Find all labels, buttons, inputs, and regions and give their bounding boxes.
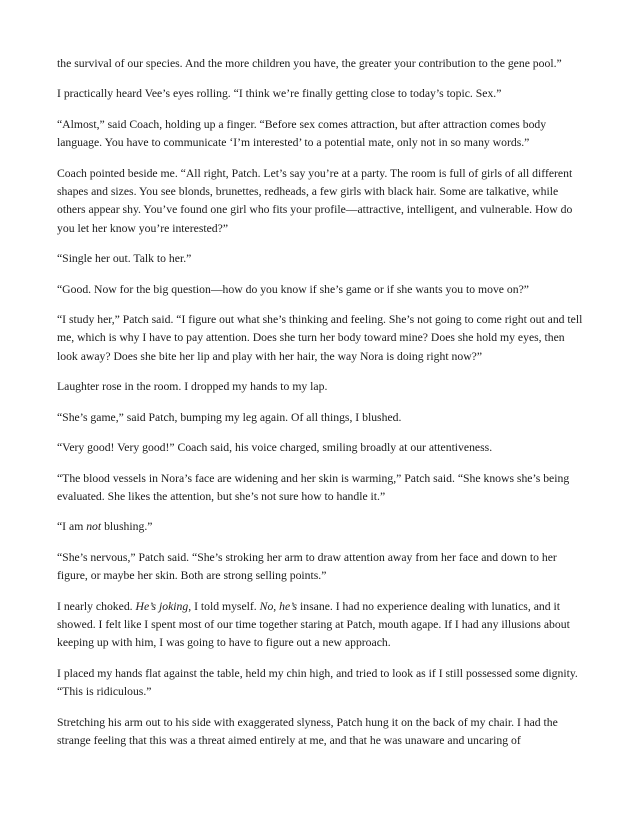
text-run: “The blood vessels in Nora’s face are widening and her skin is warming,” Patch said. “She knows she’s being evaluated. She likes the attention, but she’s not sure how to handle it.”: [57, 471, 570, 503]
text-run: “I study her,” Patch said. “I figure out what she’s thinking and feeling. She’s not going to come right out and tell me, which is why I have to pay attention. Does she turn her body toward mine? Does she hold my eyes, then look away? Does she bite her lip and play with her hair, the way Nora is doing right now?”: [57, 313, 583, 363]
paragraph: [57, 409, 587, 427]
text-run: I practically heard Vee’s eyes rolling. “I think we’re finally getting close to today’s topic. Sex.”: [57, 87, 502, 101]
text-run: “She’s nervous,” Patch said. “She’s stroking her arm to draw attention away from her face and down to her figure, or maybe her skin. Both are strong selling points.”: [57, 550, 557, 583]
text-run: insane. I had no experience dealing with lunatics, and it showed. I felt like I spent most of our time together staring at Patch, mouth agape. If I had any illusions about keeping up with him, I was going to have to figure out a new approach.: [57, 599, 570, 650]
italic-text-run: He’s joking: [135, 599, 189, 613]
paragraph: [57, 281, 587, 299]
text-run: “Almost,” said Coach, holding up a finger. “Before sex comes attraction, but after attraction comes body language. You have to communicate ‘I’m interested’ to a potential mate, only not in so many words.”: [57, 117, 547, 150]
italic-text-run: No, he’s: [259, 599, 298, 613]
text-run: blushing.”: [101, 520, 153, 534]
text-run: “I am: [57, 520, 87, 534]
text-run: Coach pointed beside me. “All right, Patch. Let’s say you’re at a party. The room is full of girls of all different shapes and sizes. You see blonds, brunettes, redheads, a few girls with black hair. Some are talkative, while others appear shy. You’ve found one girl who fits your profile—attractive, intelligent, and vulnerable. How do you let her know you’re interested?”: [57, 166, 573, 235]
text-run: “Very good! Very good!” Coach said, his voice charged, smiling broadly at our attentiveness.: [57, 441, 493, 455]
text-run: I placed my hands flat against the table, held my chin high, and tried to look as if I still possessed some dignity. “This is ridiculous.”: [57, 666, 578, 699]
text-run: Laughter rose in the room. I dropped my hands to my lap.: [57, 380, 328, 394]
paragraph: [57, 378, 587, 396]
text-run: , I told myself.: [188, 599, 260, 613]
text-run: “She’s game,” said Patch, bumping my leg again. Of all things, I blushed.: [57, 410, 402, 424]
paragraph: [57, 165, 587, 239]
text-run: “Single her out. Talk to her.”: [57, 252, 192, 266]
paragraph: [57, 714, 587, 751]
paragraph: [57, 311, 587, 366]
paragraph: [57, 598, 587, 653]
paragraph: [57, 85, 587, 103]
text-run: I nearly choked.: [57, 599, 136, 613]
paragraph: [57, 116, 587, 153]
paragraph: [57, 665, 587, 702]
paragraph: [57, 439, 587, 457]
text-run: Stretching his arm out to his side with exaggerated slyness, Patch hung it on the back of my chair. I had the strange feeling that this was a threat aimed entirely at me, and that he was unaware and uncaring of: [57, 715, 558, 747]
paragraph: [57, 470, 587, 507]
paragraph: [57, 250, 587, 268]
paragraph: [57, 518, 587, 536]
document-page: [57, 55, 587, 750]
paragraph: [57, 549, 587, 586]
italic-text-run: not: [86, 520, 102, 534]
paragraph: [57, 55, 587, 73]
text-run: the survival of our species. And the more children you have, the greater your contribution to the gene pool.”: [57, 57, 562, 70]
text-run: “Good. Now for the big question—how do you know if she’s game or if she wants you to move on?”: [57, 282, 529, 296]
